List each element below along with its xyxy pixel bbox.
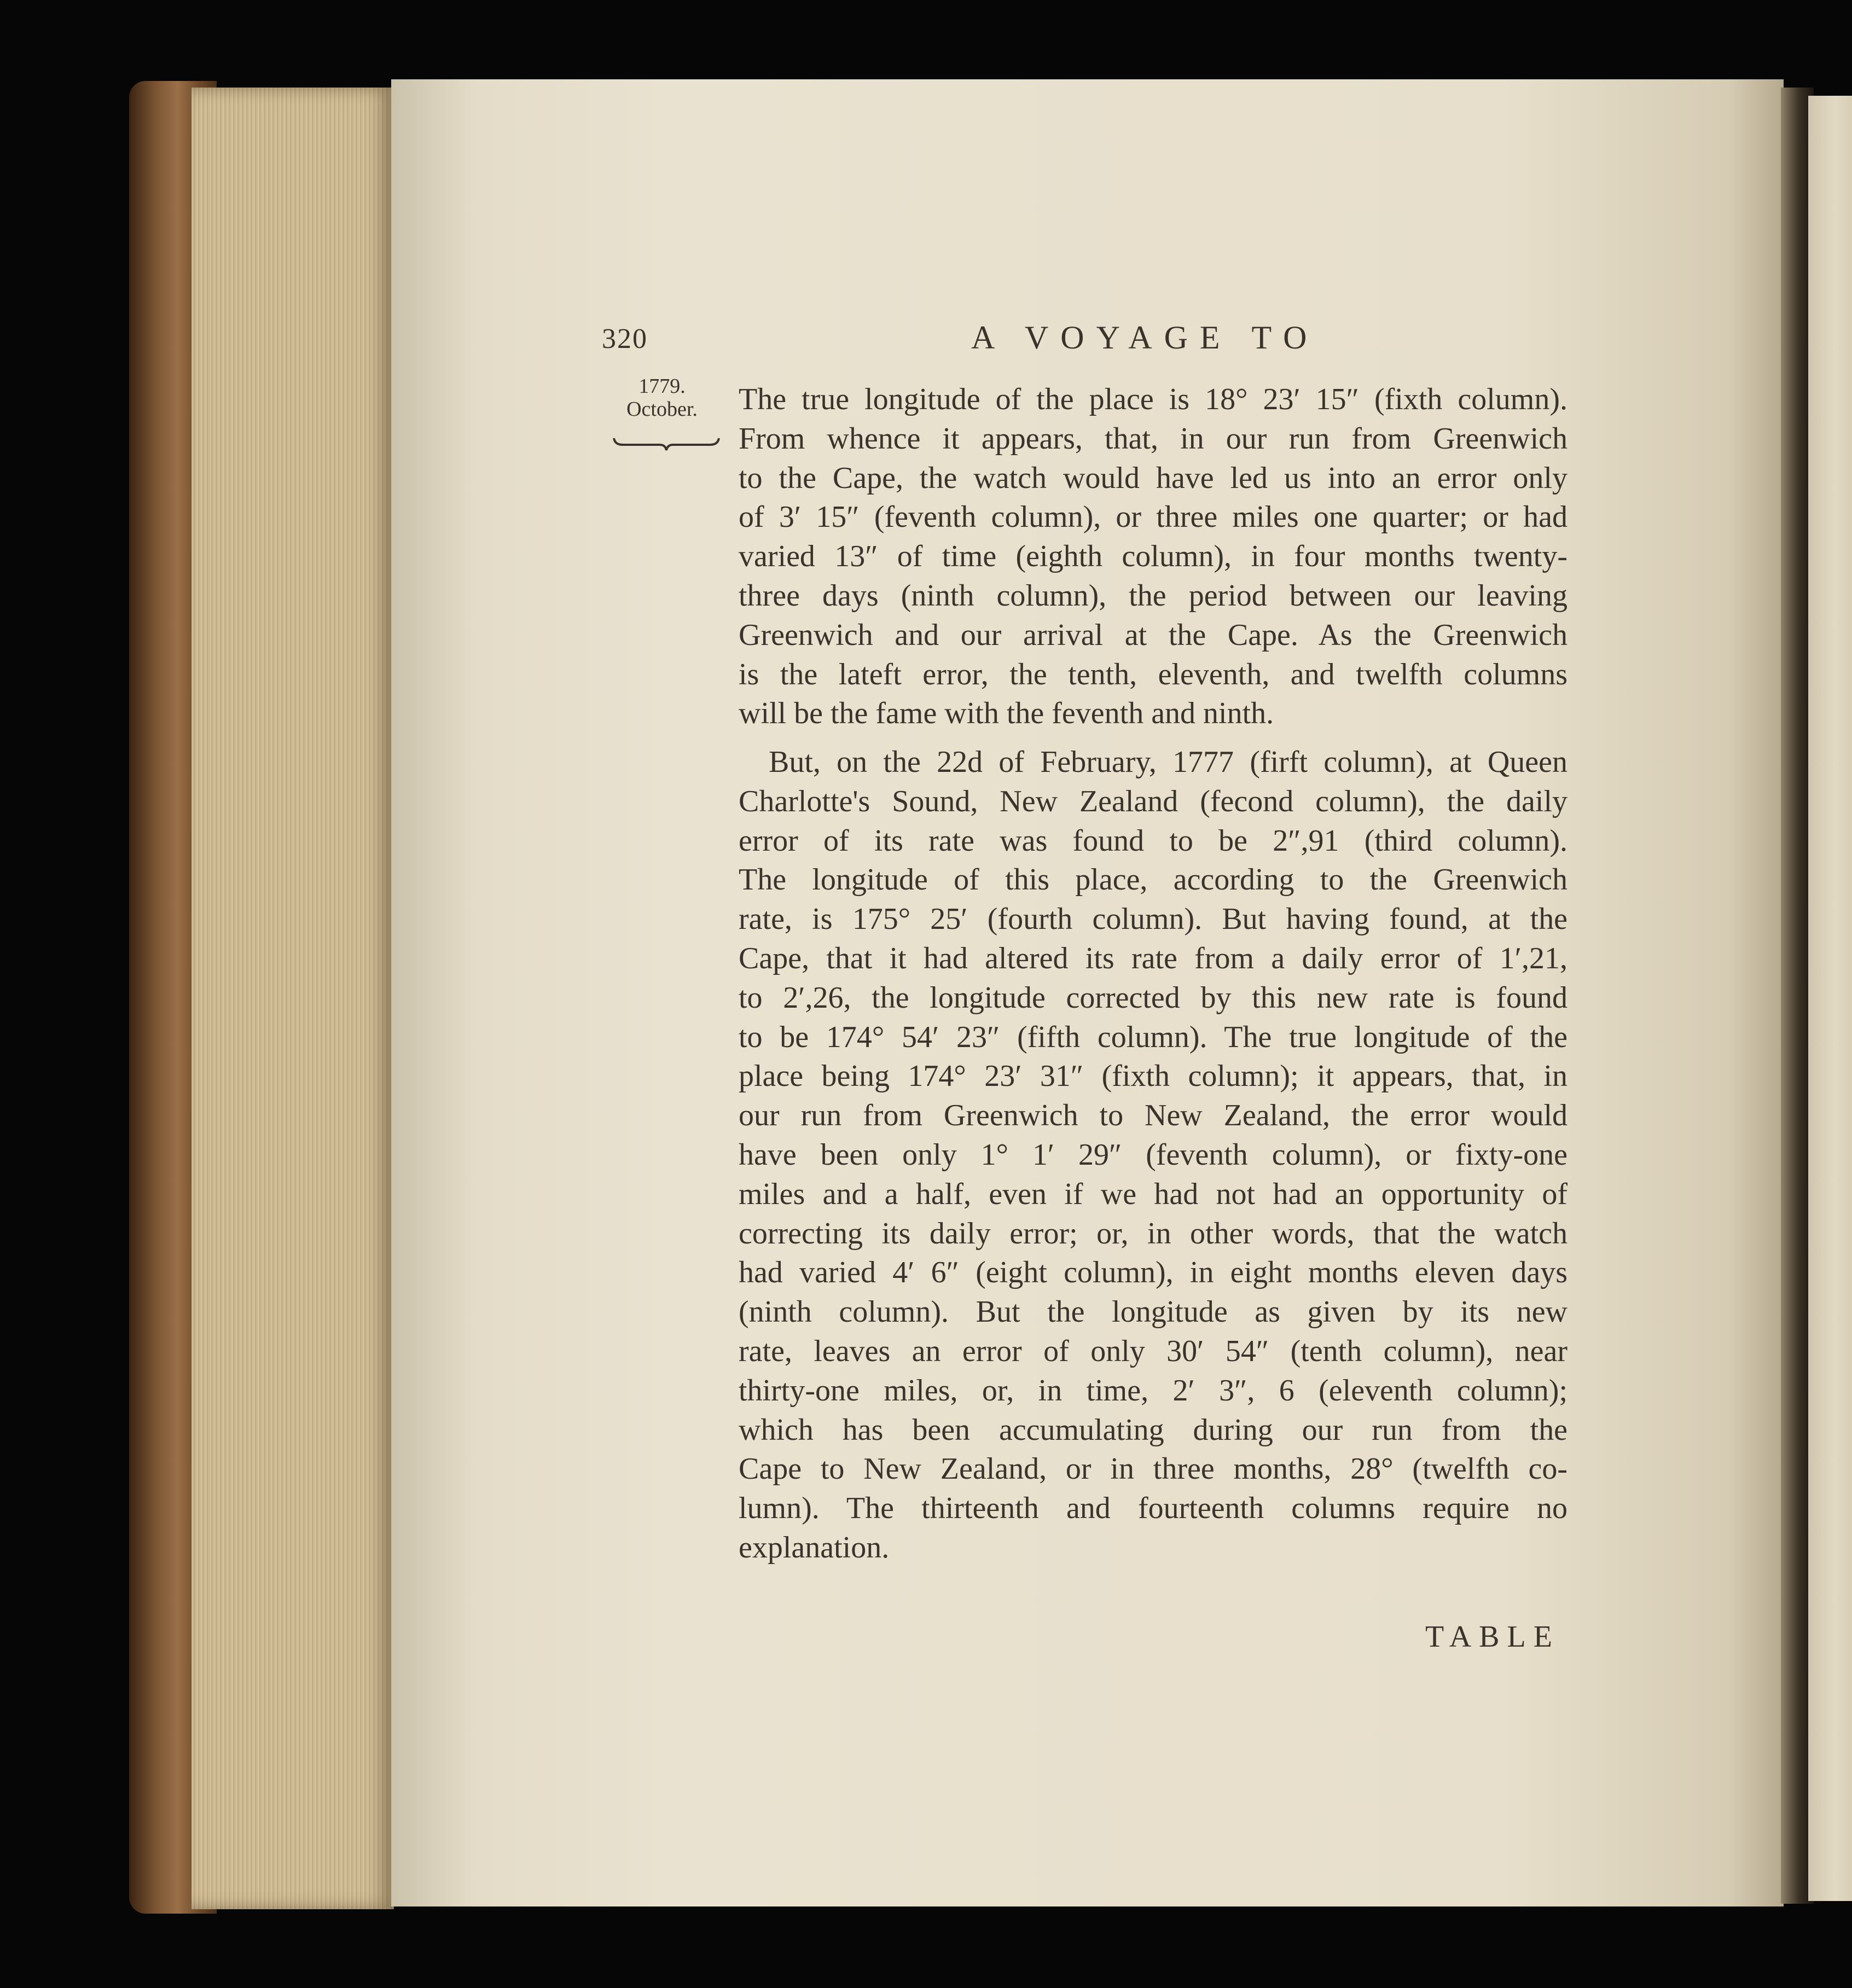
text-line: Cape, that it had altered its rate from a daily error of 1′,21, xyxy=(739,941,1567,975)
text-line: to be 174° 54′ 23″ (fifth column). The true longitude of the xyxy=(739,1020,1567,1054)
text-line: is the lateft error, the tenth, eleventh, and twelfth columns xyxy=(739,657,1567,691)
text-line: correcting its daily error; or, in other words, that the watch xyxy=(739,1216,1567,1251)
text-line: to the Cape, the watch would have led us into an error only xyxy=(739,461,1567,495)
text-line: explanation. xyxy=(739,1530,890,1565)
text-line: have been only 1° 1′ 29″ (feventh column), or fixty-one xyxy=(739,1137,1567,1172)
margin-note xyxy=(607,375,717,421)
text-line: thirty-one miles, or, in time, 2′ 3″, 6 (eleventh column); xyxy=(739,1373,1567,1408)
margin-note-month: October. xyxy=(626,398,698,421)
text-line: our run from Greenwich to New Zealand, the error would xyxy=(739,1098,1567,1133)
text-line: of 3′ 15″ (feventh column), or three miles one quarter; or had xyxy=(739,500,1567,534)
brace-icon xyxy=(612,435,721,451)
text-line: place being 174° 23′ 31″ (fixth column); it appears, that, in xyxy=(739,1059,1567,1094)
text-line: rate, is 175° 25′ (fourth column). But having found, at the xyxy=(739,902,1567,937)
text-line: to 2′,26, the longitude corrected by this new rate is found xyxy=(739,980,1567,1015)
text-line: Charlotte's Sound, New Zealand (fecond column), the daily xyxy=(739,784,1567,818)
text-line: varied 13″ of time (eighth column), in four months twenty- xyxy=(739,539,1567,574)
text-line: rate, leaves an error of only 30′ 54″ (tenth column), near xyxy=(739,1334,1567,1368)
catchword: TABLE xyxy=(1425,1620,1560,1654)
text-line: miles and a half, even if we had not had an opportunity of xyxy=(739,1177,1567,1211)
text-line: But, on the 22d of February, 1777 (firft column), at Queen xyxy=(769,745,1567,779)
text-line: lumn). The thirteenth and fourteenth columns require no xyxy=(739,1491,1567,1526)
text-line: three days (ninth column), the period between our leaving xyxy=(739,578,1567,613)
text-line: From whence it appears, that, in our run from Greenwich xyxy=(739,421,1567,456)
text-line: will be the fame with the feventh and ninth. xyxy=(739,696,1274,731)
text-line: The longitude of this place, according to the Greenwich xyxy=(739,863,1567,897)
page-number: 320 xyxy=(602,323,648,354)
paragraph-2 xyxy=(739,743,1567,1568)
text-line: (ninth column). But the longitude as given by its new xyxy=(739,1295,1567,1329)
text-line: error of its rate was found to be 2″,91 (third column). xyxy=(739,823,1567,858)
facing-page-edge xyxy=(1808,96,1852,1901)
text-line: had varied 4′ 6″ (eight column), in eight months eleven days xyxy=(739,1255,1567,1290)
margin-note-year: 1779. xyxy=(638,375,686,398)
running-head: A VOYAGE TO xyxy=(971,319,1319,356)
text-line: Greenwich and our arrival at the Cape. As the Greenwich xyxy=(739,618,1567,652)
text-line: Cape to New Zealand, or in three months, 28° (twelfth co- xyxy=(739,1452,1567,1486)
page-edges xyxy=(191,88,394,1909)
text-line: The true longitude of the place is 18° 23′ 15″ (fixth column). xyxy=(739,382,1567,416)
text-line: which has been accumulating during our run from the xyxy=(739,1412,1567,1447)
paragraph-1 xyxy=(739,380,1567,734)
